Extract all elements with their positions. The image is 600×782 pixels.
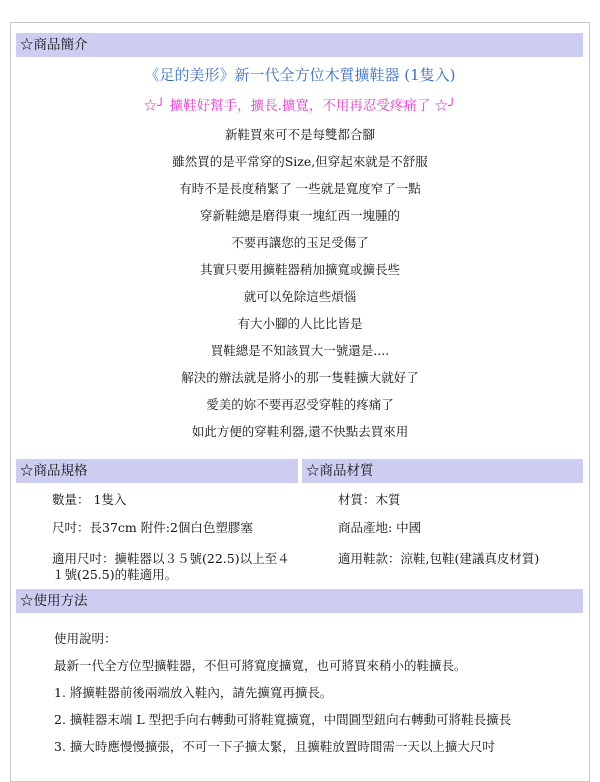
- material-origin: 商品產地: 中國: [338, 520, 422, 535]
- usage-heading: ☆使用方法: [16, 589, 583, 613]
- product-subtitle: ☆╯ 擴鞋好幫手，擴長.擴寬，不用再忍受疼痛了 ☆╯: [143, 98, 457, 114]
- intro-line: 新鞋買來可不是每雙都合腳: [224, 127, 375, 142]
- intro-line: 不要再讓您的玉足受傷了: [231, 235, 369, 250]
- intro-line: 就可以免除這些煩惱: [243, 289, 357, 304]
- usage-line: 2. 擴鞋器末端 L 型把手向右轉動可將鞋寬擴寬，中間圓型鈕向右轉動可將鞋長擴長: [54, 712, 512, 727]
- intro-line: 解決的辦法就是將小的那一隻鞋擴大就好了: [181, 370, 419, 385]
- spec-size: 尺吋：長37cm 附件:2個白色塑膠塞: [52, 520, 253, 535]
- intro-line: 有時不是長度稍緊了 一些就是寬度窄了一點: [179, 181, 421, 196]
- material-type: 材質：木質: [338, 492, 401, 507]
- usage-line: 3. 擴大時應慢慢擴張，不可一下子擴太緊，且擴鞋放置時間需一天以上擴大尺吋: [54, 739, 495, 754]
- intro-line: 其實只要用擴鞋器稍加擴寬或擴長些: [199, 262, 400, 277]
- intro-line: 穿新鞋總是磨得東一塊紅西一塊腫的: [199, 208, 400, 223]
- intro-line: 買鞋總是不知該買大一號還是....: [210, 343, 390, 358]
- intro-heading: ☆商品簡介: [16, 33, 583, 57]
- spec-heading: ☆商品規格: [16, 459, 298, 483]
- intro-line: 如此方便的穿鞋利器,還不快點去買來用: [191, 424, 409, 439]
- intro-line: 愛美的妳不要再忍受穿鞋的疼痛了: [206, 397, 394, 412]
- spec-quantity: 數量： 1隻入: [52, 492, 127, 507]
- product-title: 《足的美形》新一代全方位木質擴鞋器 (1隻入): [144, 66, 456, 84]
- usage-label: 使用說明：: [54, 631, 117, 646]
- intro-line: 雖然買的是平常穿的Size,但穿起來就是不舒服: [172, 154, 428, 169]
- spec-fit: 適用尺吋：擴鞋器以３５號(22.5)以上至４１號(25.5)的鞋適用。: [52, 551, 290, 582]
- intro-line: 有大小腳的人比比皆是: [237, 316, 363, 331]
- material-shoes: 適用鞋款：涼鞋,包鞋(建議真皮材質): [338, 551, 540, 566]
- usage-line: 1. 將擴鞋器前後兩端放入鞋內，請先擴寬再擴長。: [54, 685, 333, 700]
- usage-line: 最新一代全方位型擴鞋器，不但可將寬度擴寬，也可將買來稍小的鞋擴長。: [54, 658, 467, 673]
- material-heading: ☆商品材質: [302, 459, 583, 483]
